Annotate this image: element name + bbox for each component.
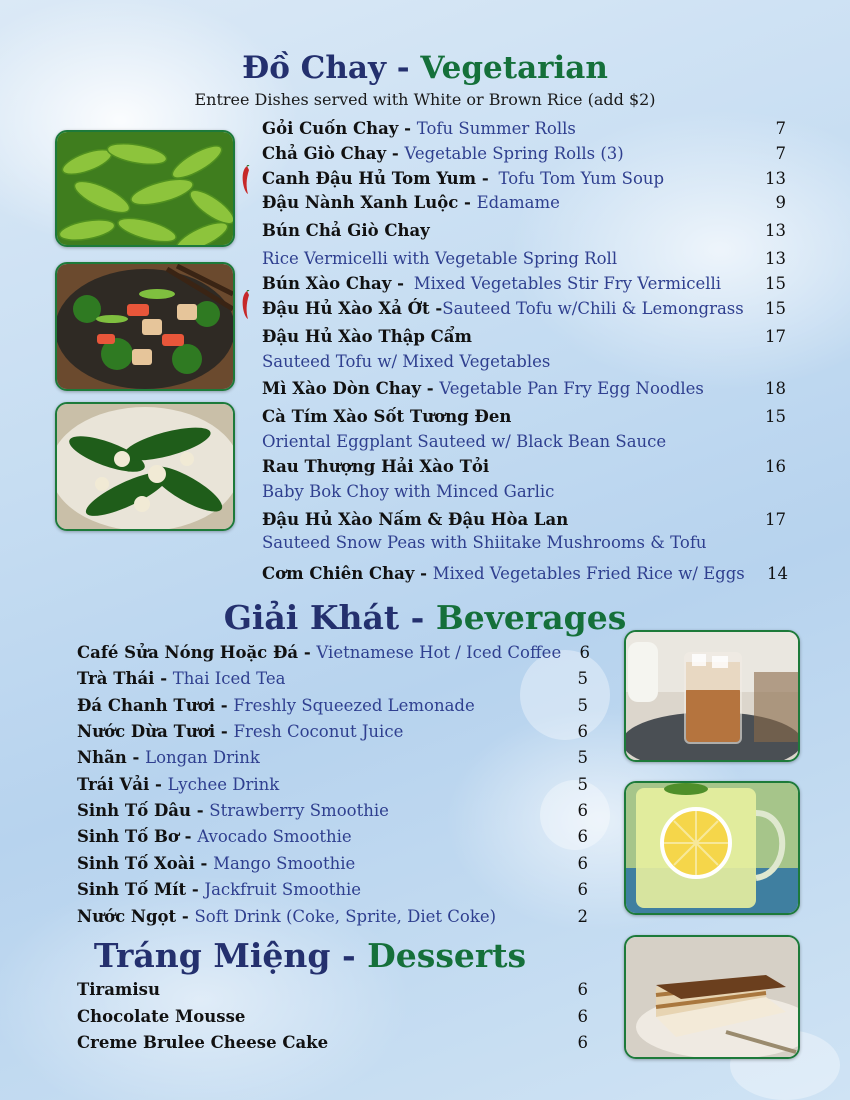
menu-item (262, 379, 704, 398)
item-name-en: Mixed Vegetables Fried Rice w/ Eggs (432, 564, 745, 583)
item-name-en: Mixed Vegetables Stir Fry Vermicelli (413, 274, 722, 293)
desserts-heading-vn: Tráng Miệng (93, 936, 331, 975)
menu-item (77, 801, 389, 820)
item-name-vn: Trái Vải (77, 775, 150, 794)
item-price: 5 (577, 696, 588, 715)
item-separator: - (420, 379, 440, 398)
menu-item (77, 748, 260, 767)
item-name-en: Lychee Drink (167, 775, 280, 794)
desserts-heading-en: Desserts (367, 936, 527, 975)
item-name-vn: Đá Chanh Tươi (77, 696, 215, 715)
item-name-vn: Chả Giò Chay (262, 144, 387, 163)
item-separator: - (458, 193, 477, 212)
vegetarian-subtitle: Entree Dishes served with White or Brown Rice (add $2) (194, 90, 656, 109)
item-name-vn: Rau Thượng Hải Xào Tỏi (262, 457, 490, 476)
item-price: 9 (775, 193, 786, 212)
item-name-en: Avocado Smoothie (197, 827, 352, 846)
item-name-vn: Sinh Tố Mít (77, 880, 187, 899)
item-separator: - (186, 880, 205, 899)
item-price: 6 (577, 801, 588, 820)
item-name-en: Vegetable Pan Fry Egg Noodles (439, 379, 704, 398)
chili-pepper-icon (240, 290, 250, 320)
beverages-heading-en: Beverages (435, 598, 627, 637)
menu-item (262, 221, 430, 240)
item-price: 6 (577, 1033, 588, 1052)
menu-item (77, 696, 475, 715)
item-price: 15 (765, 299, 786, 318)
menu-item (262, 169, 664, 188)
tiramisu-photo (624, 935, 800, 1059)
item-separator: - (386, 144, 405, 163)
item-name-vn: Nhãn (77, 748, 127, 767)
item-name-en: Soft Drink (Coke, Sprite, Diet Coke) (194, 907, 497, 926)
menu-item (262, 119, 576, 138)
item-separator: - (176, 907, 195, 926)
item-name-en: Fresh Coconut Juice (233, 722, 404, 741)
item-name-vn: Đậu Hủ Xào Xả Ớt (262, 299, 430, 318)
edamame-photo (55, 130, 235, 247)
item-price: 6 (577, 1007, 588, 1026)
item-name-vn: Café Sửa Nóng Hoặc Đá (77, 643, 299, 662)
item-description: Baby Bok Choy with Minced Garlic (262, 482, 555, 501)
vegetarian-heading-en: Vegetarian (420, 50, 608, 86)
item-price: 13 (765, 221, 786, 240)
bok-choy-garlic-photo (55, 402, 235, 531)
menu-item (262, 564, 745, 583)
beverages-heading-vn: Giải Khát (223, 598, 400, 637)
item-price: 17 (765, 327, 786, 346)
item-separator: - (391, 274, 410, 293)
item-price: 15 (765, 407, 786, 426)
item-description: Oriental Eggplant Sauteed w/ Black Bean Sauce (262, 432, 667, 451)
item-separator: - (298, 643, 317, 662)
item-price: 13 (765, 249, 786, 268)
item-separator: - (476, 169, 495, 188)
vegetarian-heading-vn: Đồ Chay (242, 50, 386, 86)
menu-item (262, 327, 472, 346)
menu-item (262, 407, 511, 426)
menu-item (262, 510, 568, 529)
menu-item (77, 669, 285, 688)
item-price: 13 (765, 169, 786, 188)
item-name-en: Sauteed Tofu w/Chili & Lemongrass (442, 299, 744, 318)
lemonade-photo (624, 781, 800, 915)
item-price: 6 (577, 854, 588, 873)
desserts-heading (0, 936, 620, 975)
menu-item (77, 643, 561, 662)
item-separator: - (214, 696, 234, 715)
item-name-vn: Đậu Nành Xanh Luộc (262, 193, 459, 212)
item-price: 16 (765, 457, 786, 476)
item-name-en: Edamame (476, 193, 560, 212)
item-price: 5 (577, 748, 588, 767)
item-price: 18 (765, 379, 786, 398)
item-price: 5 (577, 775, 588, 794)
item-name-vn: Đậu Hủ Xào Thập Cẩm (262, 327, 472, 346)
item-price: 14 (767, 564, 788, 583)
item-description: Sauteed Snow Peas with Shiitake Mushrooms & Tofu (262, 533, 707, 552)
item-name-vn: Sinh Tố Dâu (77, 801, 191, 820)
item-description: Sauteed Tofu w/ Mixed Vegetables (262, 352, 551, 371)
item-separator: - (149, 775, 168, 794)
item-price: 6 (577, 980, 588, 999)
item-separator: - (429, 299, 443, 318)
item-separator: - (154, 669, 173, 688)
item-separator: - (190, 801, 210, 820)
item-name-vn: Bún Chả Giò Chay (262, 221, 430, 240)
tofu-stir-fry-photo (55, 262, 235, 391)
item-name-vn: Nước Ngọt (77, 907, 177, 926)
item-price: 6 (577, 722, 588, 741)
iced-coffee-photo (624, 630, 800, 762)
item-name-vn: Bún Xào Chay (262, 274, 392, 293)
menu-item (77, 775, 279, 794)
menu-item (262, 144, 624, 163)
item-name-en: Longan Drink (145, 748, 260, 767)
item-name-vn: Canh Đậu Hủ Tom Yum (262, 169, 477, 188)
item-name-en: Vegetable Spring Rolls (3) (404, 144, 624, 163)
vegetarian-heading (0, 50, 850, 86)
heading-separator: - (385, 50, 421, 86)
item-name-en: Freshly Squeezed Lemonade (233, 696, 475, 715)
menu-item (77, 1007, 245, 1026)
menu-item (77, 854, 355, 873)
item-separator: - (126, 748, 146, 767)
menu-item (262, 457, 489, 476)
item-name-en: Strawberry Smoothie (209, 801, 389, 820)
heading-separator: - (399, 598, 436, 637)
heading-separator: - (330, 936, 368, 975)
menu-item (262, 299, 744, 318)
item-price: 2 (577, 907, 588, 926)
chili-pepper-icon (240, 165, 250, 195)
item-name: Chocolate Mousse (77, 1007, 246, 1026)
menu-item (77, 980, 160, 999)
item-name-vn: Mì Xào Dòn Chay (262, 379, 421, 398)
item-name-en: Vietnamese Hot / Iced Coffee (316, 643, 562, 662)
item-price: 5 (577, 669, 588, 688)
item-name-vn: Nước Dừa Tươi (77, 722, 216, 741)
menu-item (262, 193, 560, 212)
item-price: 17 (765, 510, 786, 529)
item-name-vn: Cơm Chiên Chay (262, 564, 415, 583)
menu-item (77, 722, 403, 741)
item-name-vn: Đậu Hủ Xào Nấm & Đậu Hòa Lan (262, 510, 569, 529)
item-price: 15 (765, 274, 786, 293)
item-name-vn: Sinh Tố Bơ (77, 827, 179, 846)
menu-item (77, 880, 361, 899)
item-separator: - (194, 854, 214, 873)
item-name: Creme Brulee Cheese Cake (77, 1033, 329, 1052)
item-price: 7 (775, 144, 786, 163)
item-description: Rice Vermicelli with Vegetable Spring Roll (262, 249, 618, 268)
item-separator: - (178, 827, 198, 846)
menu-item (77, 827, 352, 846)
menu-item (77, 907, 496, 926)
item-price: 6 (579, 643, 590, 662)
item-name-vn: Sinh Tố Xoài (77, 854, 195, 873)
item-name-en: Mango Smoothie (213, 854, 356, 873)
item-name-vn: Gỏi Cuốn Chay (262, 119, 399, 138)
item-separator: - (398, 119, 417, 138)
item-name-en: Tofu Summer Rolls (416, 119, 576, 138)
item-separator: - (414, 564, 433, 583)
item-name-en: Jackfruit Smoothie (204, 880, 362, 899)
item-price: 6 (577, 880, 588, 899)
item-price: 6 (577, 827, 588, 846)
menu-item (77, 1033, 328, 1052)
item-name-en: Tofu Tom Yum Soup (498, 169, 665, 188)
item-name-vn: Trà Thái (77, 669, 155, 688)
item-name-vn: Cà Tím Xào Sốt Tương Đen (262, 407, 512, 426)
item-separator: - (215, 722, 234, 741)
item-name-en: Thai Iced Tea (172, 669, 286, 688)
item-name: Tiramisu (77, 980, 160, 999)
menu-item (262, 274, 721, 293)
item-price: 7 (775, 119, 786, 138)
